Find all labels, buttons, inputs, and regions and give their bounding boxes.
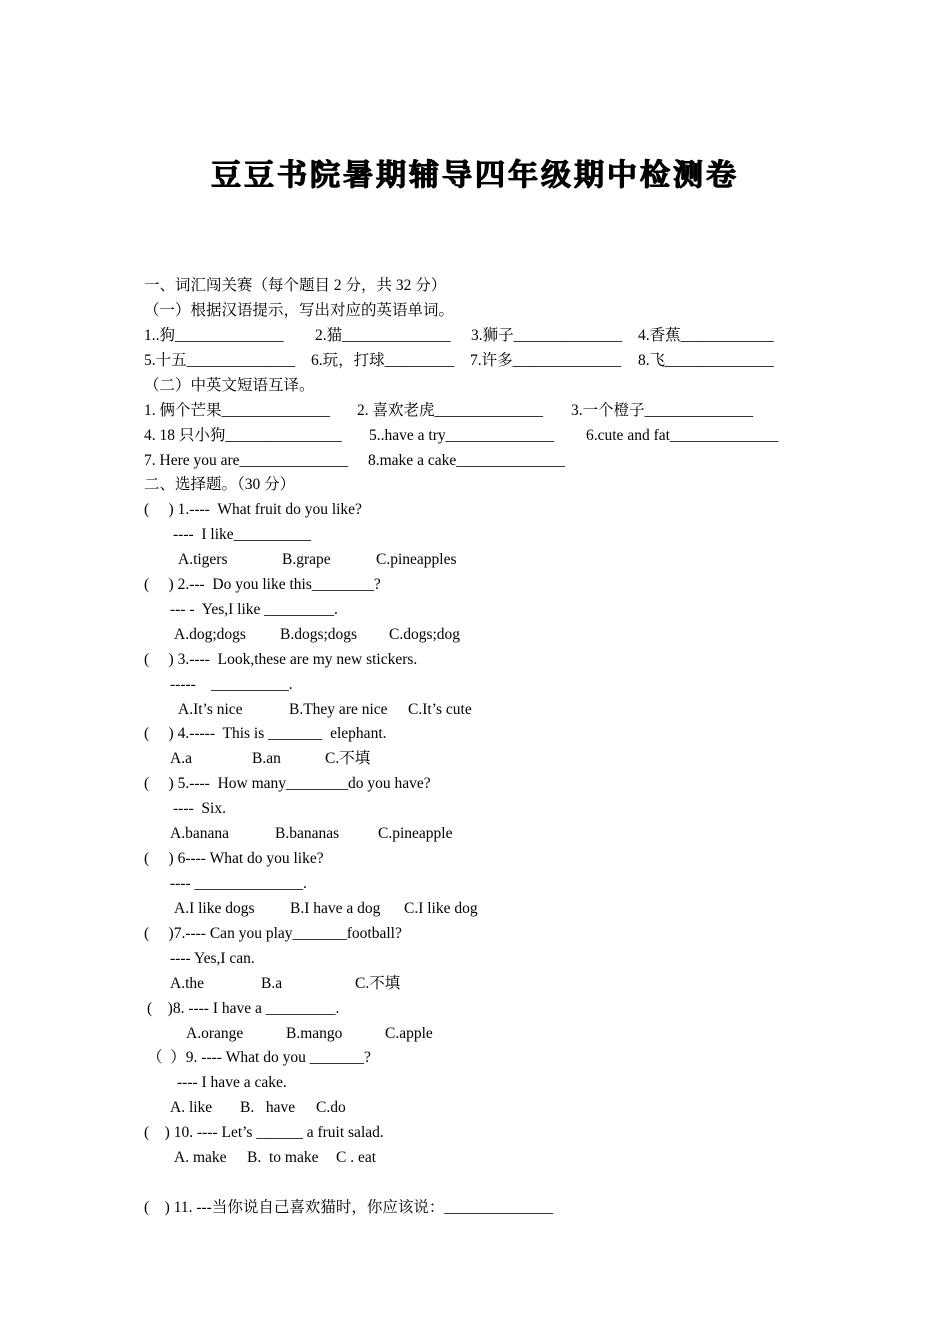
option: B.grape: [282, 551, 331, 568]
option: A.the: [170, 975, 205, 992]
vocab-item: 8.飞______________: [638, 352, 774, 369]
option: C . eat: [336, 1149, 377, 1166]
vocab-row: [0, 323, 950, 348]
phrase-item: 6.cute and fat______________: [586, 427, 779, 444]
option: A.I like dogs: [174, 900, 255, 917]
option: B.I have a dog: [290, 900, 381, 917]
answer-line-7: ---- Yes,I can.: [170, 950, 255, 967]
option: C.I like dog: [404, 900, 478, 917]
option: C.pineapples: [376, 551, 457, 568]
answer-line-3: ----- __________.: [170, 676, 293, 693]
option: B. have: [240, 1099, 296, 1116]
option: C.It’s cute: [408, 701, 472, 718]
option: B.a: [261, 975, 283, 992]
section2-heading: 二、选择题。（30 分）: [144, 476, 296, 493]
option: C.pineapple: [378, 825, 453, 842]
option: B. to make: [247, 1149, 319, 1166]
option: A.orange: [186, 1025, 244, 1042]
option: A.It’s nice: [178, 701, 243, 718]
vocab-item: 7.许多______________: [470, 352, 622, 369]
answer-line-1: ---- I like__________: [173, 526, 312, 543]
option: A.dog;dogs: [174, 626, 246, 643]
options-9: [0, 1095, 950, 1120]
option: B.bananas: [275, 825, 340, 842]
option: A.a: [170, 750, 192, 767]
options-3: [0, 697, 950, 722]
question-2: ( ) 2.--- Do you like this________?: [144, 576, 381, 593]
question-11: ( ) 11. ---当你说自己喜欢猫时，你应该说：______________: [144, 1199, 553, 1216]
phrase-item: 7. Here you are______________: [144, 452, 349, 469]
vocab-item: 5.十五______________: [144, 352, 296, 369]
options-5: [0, 821, 950, 846]
vocab-item: 6.玩，打球_________: [311, 352, 455, 369]
option: A.banana: [170, 825, 229, 842]
question-6: ( ) 6---- What do you like?: [144, 850, 324, 867]
option: A.tigers: [178, 551, 228, 568]
vocab-row: [0, 348, 950, 373]
phrase-item: 8.make a cake______________: [368, 452, 565, 469]
vocab-item: 2.猫______________: [315, 327, 451, 344]
option: B.dogs;dogs: [280, 626, 358, 643]
question-10: ( ) 10. ---- Let’s ______ a fruit salad.: [144, 1124, 384, 1141]
options-6: [0, 896, 950, 921]
part2-heading: （二）中英文短语互译。: [144, 377, 315, 394]
question-1: ( ) 1.---- What fruit do you like?: [144, 501, 362, 518]
option: A. like: [170, 1099, 213, 1116]
vocab-item: 4.香蕉____________: [638, 327, 774, 344]
options-4: [0, 746, 950, 771]
options-2: [0, 622, 950, 647]
section1-heading: 一、词汇闯关赛（每个题目 2 分，共 32 分）: [144, 277, 447, 294]
options-7: [0, 971, 950, 996]
phrase-item: 2. 喜欢老虎______________: [357, 402, 544, 419]
option: B.mango: [286, 1025, 343, 1042]
vocab-item: 3.狮子______________: [471, 327, 623, 344]
question-7: ( )7.---- Can you play_______football?: [144, 925, 402, 942]
question-5: ( ) 5.---- How many________do you have?: [144, 775, 431, 792]
phrase-item: 1. 俩个芒果______________: [144, 402, 331, 419]
option: A. make: [174, 1149, 227, 1166]
question-4: ( ) 4.----- This is _______ elephant.: [144, 725, 387, 742]
option: B.They are nice: [289, 701, 388, 718]
option: C.不填: [355, 975, 401, 992]
option: C.do: [316, 1099, 346, 1116]
options-1: [0, 547, 950, 572]
option: C.dogs;dog: [389, 626, 461, 643]
option: C.apple: [385, 1025, 433, 1042]
option: C.不填: [325, 750, 371, 767]
question-9: （ ）9. ---- What do you _______?: [147, 1049, 371, 1066]
exam-title: 豆豆书院暑期辅导四年级期中检测卷: [211, 158, 739, 193]
question-3: ( ) 3.---- Look,these are my new stickers.: [144, 651, 418, 668]
vocab-item: 1..狗______________: [144, 327, 284, 344]
answer-line-5: ---- Six.: [173, 800, 226, 817]
phrase-item: 5..have a try______________: [369, 427, 555, 444]
phrase-row: [0, 448, 950, 473]
option: B.an: [252, 750, 281, 767]
options-8: [0, 1021, 950, 1046]
answer-line-9: ---- I have a cake.: [177, 1074, 287, 1091]
phrase-item: 4. 18 只小狗_______________: [144, 427, 342, 444]
part1-heading: （一）根据汉语提示，写出对应的英语单词。: [144, 302, 455, 319]
answer-line-2: --- - Yes,I like _________.: [170, 601, 338, 618]
phrase-row: [0, 423, 950, 448]
phrase-row: [0, 398, 950, 423]
options-10: [0, 1145, 950, 1170]
answer-line-6: ---- ______________.: [170, 875, 307, 892]
phrase-item: 3.一个橙子______________: [571, 402, 754, 419]
question-8: ( )8. ---- I have a _________.: [147, 1000, 340, 1017]
